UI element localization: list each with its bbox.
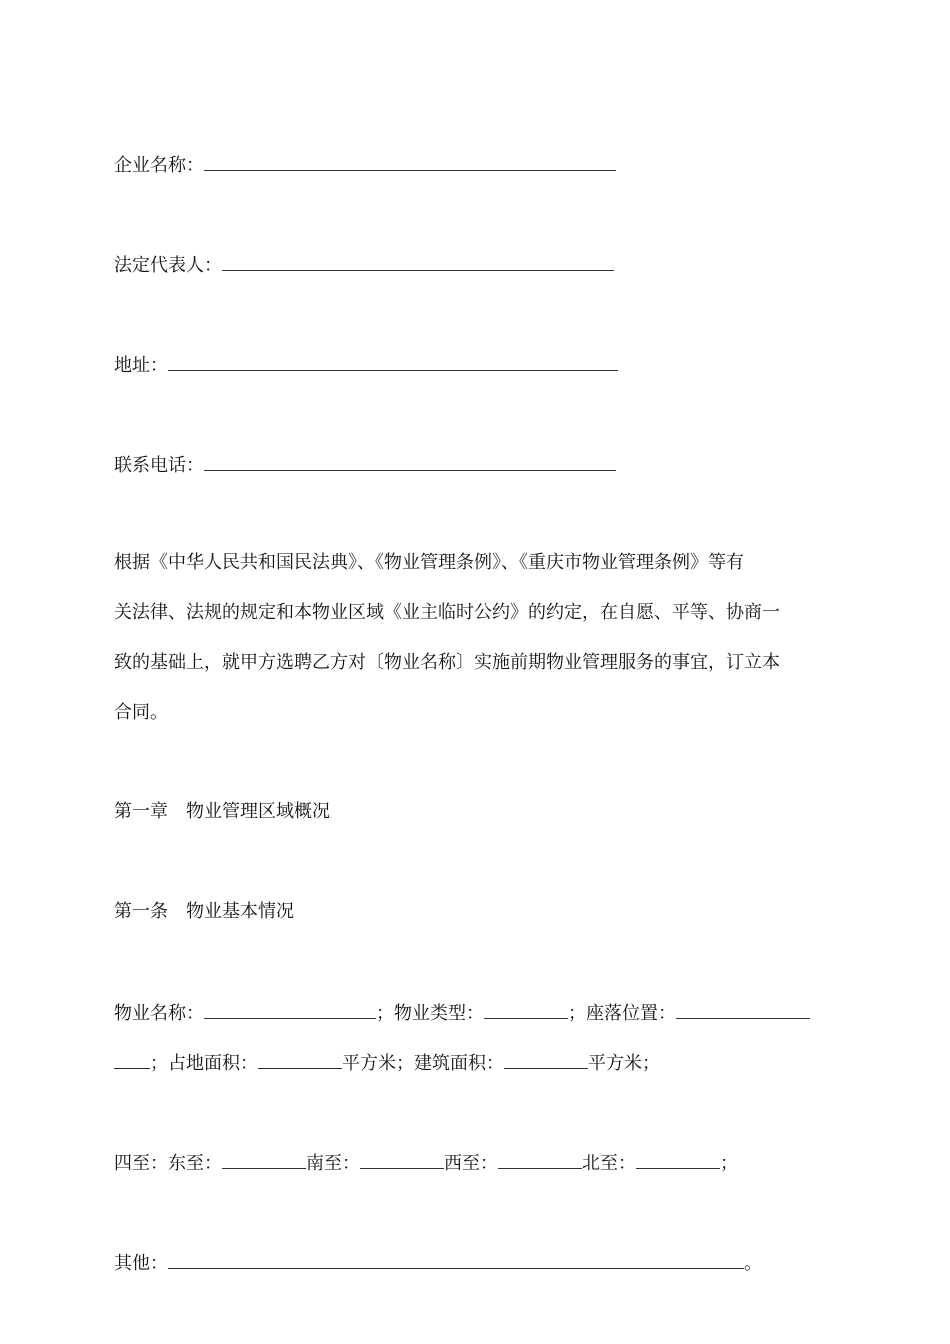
location-label: ；座落位置： [568,1003,676,1024]
property-info-line-2 [114,1050,660,1076]
preamble-line: 根据《中华人民共和国民法典》、《物业管理条例》、《重庆市物业管理条例》等有 [114,552,744,573]
preamble-line: 关法律、法规的规定和本物业区域《业主临时公约》的约定，在自愿、平等、协商一 [114,602,780,623]
preamble-paragraph [114,538,836,738]
building-area-unit: 平方米； [588,1053,660,1074]
land-area-label: ；占地面积： [150,1053,258,1074]
phone-label: 联系电话： [114,455,204,476]
east-blank[interactable] [222,1150,306,1169]
building-area-label: 平方米；建筑面积： [342,1053,504,1074]
phone-blank[interactable] [204,452,616,471]
address-blank[interactable] [168,352,618,371]
boundaries-line [114,1150,738,1176]
location-blank[interactable] [676,1000,810,1019]
boundaries-end: ； [720,1153,738,1174]
land-area-blank[interactable] [258,1050,342,1069]
property-type-label: ；物业类型： [376,1003,484,1024]
legal-representative-label: 法定代表人： [114,255,222,276]
chapter-heading: 第一章 物业管理区域概况 [114,801,330,822]
other-label: 其他： [114,1253,168,1274]
address-line [114,352,618,378]
other-blank[interactable] [168,1250,744,1269]
other-end: 。 [744,1253,762,1274]
east-label: 四至：东至： [114,1153,222,1174]
south-blank[interactable] [360,1150,444,1169]
north-label: 北至： [582,1153,636,1174]
property-name-blank[interactable] [204,1000,376,1019]
north-blank[interactable] [636,1150,720,1169]
company-name-label: 企业名称： [114,155,204,176]
article-heading: 第一条 物业基本情况 [114,901,294,922]
west-blank[interactable] [498,1150,582,1169]
preamble-line: 致的基础上，就甲方选聘乙方对〔物业名称〕实施前期物业管理服务的事宜，订立本 [114,652,780,673]
company-name-line [114,152,616,178]
building-area-blank[interactable] [504,1050,588,1069]
south-label: 南至： [306,1153,360,1174]
property-type-blank[interactable] [484,1000,568,1019]
company-name-blank[interactable] [204,152,616,171]
address-label: 地址： [114,355,168,376]
legal-representative-blank[interactable] [222,252,614,271]
property-info-line-1 [114,1000,810,1026]
property-name-label: 物业名称： [114,1003,204,1024]
legal-representative-line [114,252,614,278]
west-label: 西至： [444,1153,498,1174]
preamble-line: 合同。 [114,702,168,723]
other-line [114,1250,762,1276]
location-blank-continued[interactable] [114,1050,150,1069]
phone-line [114,452,616,478]
